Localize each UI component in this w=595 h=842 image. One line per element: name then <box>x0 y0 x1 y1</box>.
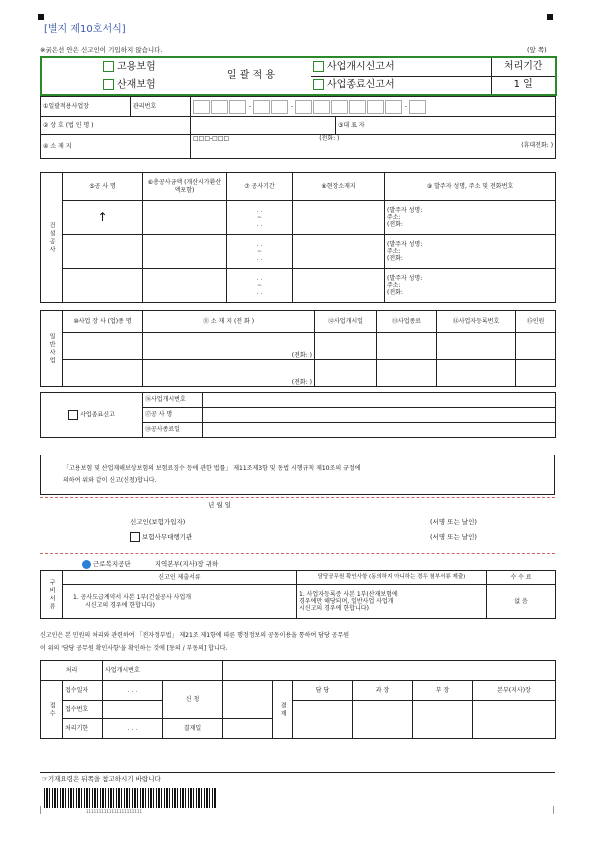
termination-row1-label: ⑯사업개시번호 <box>143 393 203 408</box>
consent-text-1: 신고인은 본 민원의 처리와 관련하여 「전자정부법」 제21조 제1항에 따른 행정정보의 공동이용을 통하여 담당 공무원 <box>40 632 350 639</box>
general-side-label: 일반사업 <box>41 311 63 387</box>
divider <box>40 497 555 498</box>
receipt-date-label: 접수일자 <box>63 681 103 701</box>
declaration-text-2: 의하여 위와 같이 신고(신청)합니다. <box>63 477 157 484</box>
form-number: [별지 제10호서식] <box>44 24 126 35</box>
declaration-date: 년 월 일 <box>208 501 231 509</box>
consent-text-2: 이 위의 '담당 공무원 확인사항'을 확인하는 것에 [동의 / 부동의] 합니다. <box>40 645 228 652</box>
applicant-docs-header: 신고인 제출서류 <box>63 571 297 585</box>
business-start-option[interactable]: 사업개시신고서 <box>311 57 491 76</box>
crop-mark-right <box>553 806 554 814</box>
mgmt-no-label-2: 관리번호 <box>131 97 191 117</box>
officer-docs: 1. 사업자등록증 사본 1부(산재보험에 경우에만 해당되며, 일반사업 사업개 시신고의 경우에 한합니다) <box>297 585 487 619</box>
title-table <box>40 56 557 96</box>
construction-site-header: ⑧현장소재지 <box>293 173 385 201</box>
recipient-line: 근로복지공단 지역본부(지사)장 귀하 <box>82 559 218 569</box>
construction-name-header: ⑤공 사 명 <box>63 173 143 201</box>
name-label: ② 상 호 (법 인 명 ) <box>41 117 191 135</box>
documents-side-label: 구비서류 <box>41 571 63 619</box>
kcomwel-logo-icon <box>82 560 91 569</box>
contractor-cell: (발주자 성명: 주소: (전화: <box>385 269 556 303</box>
agent-option[interactable]: 보험사무대행기관 <box>130 532 192 542</box>
termination-option[interactable]: 사업종료신고 <box>41 393 143 438</box>
construction-row <box>41 269 556 303</box>
processing-period-value: 1 일 <box>491 76 556 95</box>
declaration-box <box>40 455 555 495</box>
head-header: 본부(지사)장 <box>473 681 556 701</box>
approver-label: 결재일 <box>163 719 223 739</box>
termination-table <box>40 392 556 438</box>
general-business-table <box>40 310 556 387</box>
general-type-header: ⑩사업 장 사 (업)종 명 <box>63 311 143 333</box>
section-header: 과 장 <box>353 681 413 701</box>
construction-row <box>41 235 556 269</box>
checkbox[interactable] <box>313 61 324 72</box>
applicant-label: 신고인(보험가입자) <box>130 518 186 526</box>
page-side: (앞 쪽) <box>527 46 547 54</box>
fee-value: 없 음 <box>487 585 556 619</box>
processing-table: 처리 사업개시번호 접수 접수일자 . . . 신 청 결재 담 당 과 장 부 장 본부(지사)장 접수번호 처리기한 . . . 결재일 <box>40 660 556 739</box>
general-end-header: ⑬사업종료 <box>377 311 437 333</box>
general-row: (전화: ) <box>41 333 556 360</box>
footer-line <box>40 772 555 773</box>
declaration-text-1: 「고용보험 및 산업재해보상보험의 보험료징수 등에 관한 법률」 제11조제3항 및 동법 시행규칙 제10조의 규정에 <box>63 465 361 472</box>
handler-label: 신 청 <box>163 681 223 719</box>
construction-table <box>40 172 556 303</box>
barcode <box>44 788 216 808</box>
construction-total-header: ⑥총공사금액 (개산시가환산액포함) <box>143 173 227 201</box>
period-dots: . . ~ . . <box>227 269 293 303</box>
documents-table <box>40 570 556 619</box>
agent-sign: (서명 또는 날인) <box>430 533 477 541</box>
location-label: ④ 소 재 지 <box>41 135 191 159</box>
zip-code: □□□-□□□ <box>193 135 230 142</box>
staff-header: 담 당 <box>293 681 353 701</box>
general-workers-header: ⑮인원 <box>516 311 556 333</box>
general-reg-header: ⑭사업자등록번호 <box>437 311 516 333</box>
bulk-apply-title: 일 괄 적 용 <box>226 70 276 81</box>
decision-label: 결재 <box>273 681 293 739</box>
termination-row2-label: ⑰공 사 명 <box>143 408 203 423</box>
divider <box>40 553 555 554</box>
checkbox[interactable] <box>68 410 78 420</box>
checkbox[interactable] <box>103 79 114 90</box>
processing-label: 처리 <box>41 661 103 681</box>
mgmt-no-boxes[interactable]: - - - <box>191 97 556 117</box>
corner-mark-right <box>547 14 553 20</box>
contractor-cell: (발주자 성명: 주소: (전화: <box>385 201 556 235</box>
fee-header: 수 수 료 <box>487 571 556 585</box>
period-dots: . . ~ . . <box>227 235 293 269</box>
general-location-header: ⑪ 소 재 지 (전 화 ) <box>143 311 315 333</box>
mgmt-no-label: ①일괄적용사업장 <box>41 97 131 117</box>
location-field[interactable] <box>191 135 556 159</box>
checkbox[interactable] <box>103 61 114 72</box>
receipt-no-label: 접수번호 <box>63 701 103 719</box>
officer-docs-header: 담당공무원 확인사항 (동의하지 아니하는 경우 첨부서류 제출) <box>297 571 487 585</box>
info-table <box>40 96 556 159</box>
construction-period-header: ⑦ 공사기간 <box>227 173 293 201</box>
deadline-label: 처리기한 <box>63 719 103 739</box>
general-row: (전화: ) <box>41 360 556 387</box>
rep-label: ③대 표 자 <box>336 117 556 135</box>
mobile-text: (휴대전화: ) <box>521 142 554 150</box>
industrial-insurance-option[interactable]: 산재보험 <box>101 76 191 95</box>
name-field[interactable] <box>191 117 336 135</box>
receipt-side-label: 접수 <box>41 681 63 739</box>
construction-side-label: 건설공사 <box>41 173 63 303</box>
general-start-header: ⑫사업개시일 <box>315 311 377 333</box>
construction-row <box>41 201 556 235</box>
phone-text: (전화: ) <box>319 135 340 142</box>
arrow-up-icon: ↑ <box>63 201 143 235</box>
checkbox[interactable] <box>313 79 324 90</box>
barcode-text: 1111111111111111111111 <box>86 809 142 814</box>
period-dots: . . ~ . . <box>227 201 293 235</box>
applicant-sign: (서명 또는 날인) <box>430 518 477 526</box>
checkbox[interactable] <box>130 532 140 542</box>
notice-text: ※굵은선 안은 신고인이 기입하지 않습니다. <box>40 46 163 54</box>
contractor-header: ⑨ 발주자 성명, 주소 및 전화번호 <box>385 173 556 201</box>
applicant-docs: 1. 공사도급계약서 사본 1부(건설공사 사업개 시신고의 경우에 한합니다) <box>63 585 297 619</box>
dept-header: 부 장 <box>413 681 473 701</box>
employment-insurance-option[interactable]: 고용보험 <box>101 57 191 76</box>
contractor-cell: (발주자 성명: 주소: (전화: <box>385 235 556 269</box>
footer-note: ☞기재요령은 뒤쪽을 참고하시기 바랍니다 <box>42 775 161 783</box>
biz-no-label: 사업개시번호 <box>103 661 223 681</box>
processing-period-label: 처리기간 <box>491 57 556 76</box>
termination-row3-label: ⑱공사종료일 <box>143 423 203 438</box>
crop-mark-left <box>40 806 41 814</box>
business-end-option[interactable]: 사업종료신고서 <box>311 76 491 95</box>
